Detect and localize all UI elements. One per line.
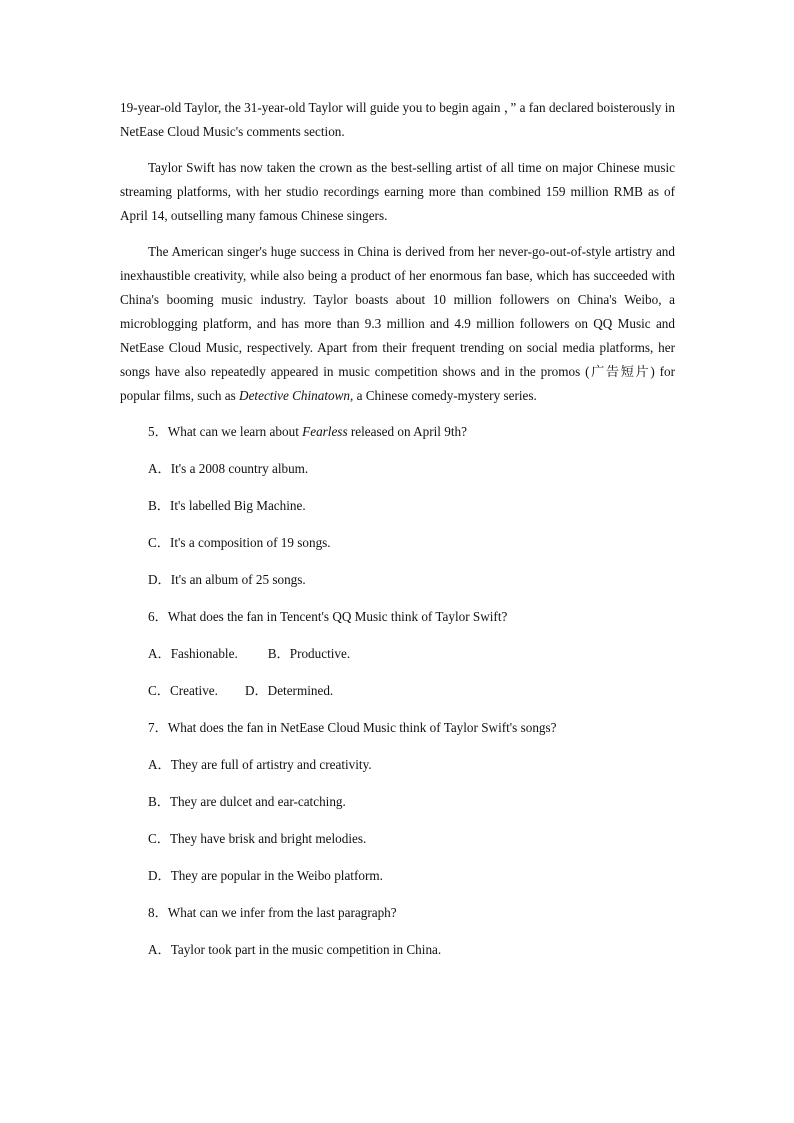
question-6-option-a: A．Fashionable. [148,646,238,661]
question-6: 6．What does the fan in Tencent's QQ Music think of Taylor Swift? [148,609,508,624]
question-8: 8．What can we infer from the last paragraph? [148,905,397,920]
question-6-option-b: B．Productive. [267,646,351,661]
passage-paragraph-3 [120,240,675,408]
question-8-option-a: A．Taylor took part in the music competition in China. [148,942,442,957]
paragraph-3-ending: a Chinese comedy-mystery series. [353,388,537,403]
question-7: 7．What does the fan in NetEase Cloud Music think of Taylor Swift's songs? [148,720,557,735]
question-5 [120,420,675,444]
question-5-option-d: D．It's an album of 25 songs. [148,572,306,587]
album-title: Fearless [302,424,348,439]
question-6-options-row-1 [120,642,675,666]
question-7-option-a: A．They are full of artistry and creativity. [148,757,372,772]
question-7-option-b: B．They are dulcet and ear-catching. [148,794,346,809]
question-5-text-end: released on April 9th? [347,424,467,439]
question-5-option-b: B．It's labelled Big Machine. [148,498,306,513]
question-7-option-d: D．They are popular in the Weibo platform. [148,868,383,883]
question-5-option-c: C．It's a composition of 19 songs. [148,535,331,550]
passage-paragraph-1: 19-year-old Taylor, the 31-year-old Taylor will guide you to begin again ，” a fan declared boisterously in NetEase Cloud Music's comments section. [120,100,675,139]
question-6-option-c: C．Creative. [148,683,218,698]
question-6-option-d: D．Determined. [244,683,334,698]
question-5-text: 5．What can we learn about [148,424,303,439]
question-5-option-a: A．It's a 2008 country album. [148,461,309,476]
question-7-option-c: C．They have brisk and bright melodies. [148,831,367,846]
paragraph-3-text: The American singer's huge success in China is derived from her never-go-out-of-style artistry and inexhaustible creativity, while also being a product of her enormous fan base, which has succeeded with China's booming music industry. Taylor boasts about 10 million followers on China's Weibo, a microblogging platform, and has more than 9.3 million and 4.9 million followers on QQ Music and NetEase Cloud Music, respectively. Apart from their frequent trending on social media platforms, her songs have also repeatedly appeared in music competition shows and in the promos (广告短片) for popular films, such as [120,244,675,403]
question-6-options-row-2 [120,679,675,703]
document-page [120,96,675,975]
film-title: Detective Chinatown, [239,388,354,403]
passage-paragraph-2: Taylor Swift has now taken the crown as the best-selling artist of all time on major Chinese music streaming platforms, with her studio recordings earning more than combined 159 million RMB as of April 14, outselling many famous Chinese singers. [120,160,675,223]
